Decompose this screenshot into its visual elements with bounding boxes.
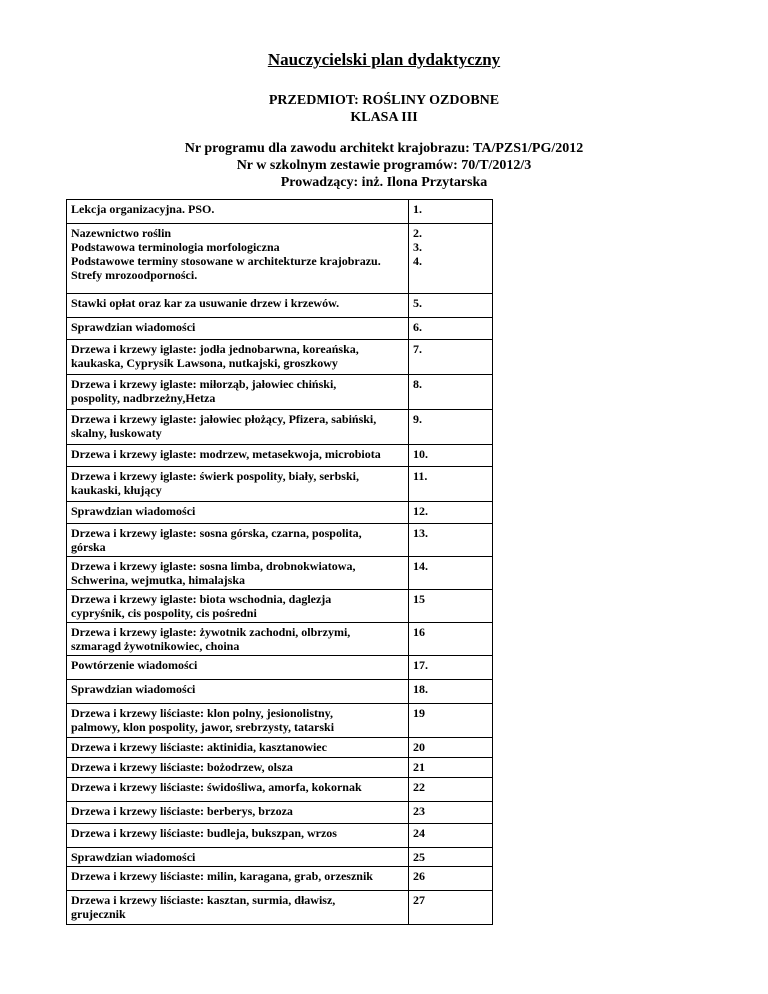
lesson-topic-text: Drzewa i krzewy iglaste: świerk pospolity, biały, serbski, — [71, 469, 359, 483]
lesson-topic-cell — [67, 557, 409, 590]
lesson-topic-cell — [67, 200, 409, 224]
lesson-number-cell — [408, 200, 492, 224]
lesson-topic-cell — [67, 778, 409, 802]
lesson-topic-text: Sprawdzian wiadomości — [71, 504, 196, 518]
lesson-topic-text: Powtórzenie wiadomości — [71, 658, 198, 672]
lesson-number-text: 27 — [412, 893, 425, 907]
lesson-plan-table — [66, 199, 493, 925]
page-title: Nauczycielski plan dydaktyczny — [267, 50, 501, 69]
lesson-topic-cell — [67, 375, 409, 410]
lesson-number-cell — [408, 375, 492, 410]
lesson-number-text: 6. — [412, 320, 422, 334]
lesson-number-text: 26 — [412, 869, 425, 883]
lesson-topic-cell — [67, 294, 409, 318]
table-row — [67, 502, 493, 524]
table-row — [67, 557, 493, 590]
lesson-topic-cell — [67, 738, 409, 758]
lesson-number-text: 4. — [412, 254, 422, 268]
lesson-topic-text: Sprawdzian wiadomości — [71, 320, 196, 334]
table-row — [67, 656, 493, 680]
lesson-number-cell — [408, 502, 492, 524]
table-row — [67, 738, 493, 758]
lesson-number-text: 1. — [412, 202, 422, 216]
lesson-number-cell — [408, 318, 492, 340]
lesson-number-text: 3. — [412, 240, 422, 254]
lesson-topic-cell — [67, 680, 409, 704]
table-row — [67, 375, 493, 410]
lesson-topic-text: Stawki opłat oraz kar za usuwanie drzew i krzewów. — [71, 296, 340, 310]
lesson-number-text: 17. — [412, 658, 428, 672]
lesson-number-cell — [408, 758, 492, 778]
lesson-number-text: 21 — [412, 760, 425, 774]
lesson-topic-text: kaukaski, kłujący — [71, 483, 162, 497]
lesson-number-cell — [408, 891, 492, 925]
lesson-topic-cell — [67, 656, 409, 680]
lesson-number-cell — [408, 467, 492, 502]
lesson-topic-text: Drzewa i krzewy iglaste: modrzew, metasekwoja, microbiota — [71, 447, 381, 461]
lesson-topic-cell — [67, 445, 409, 467]
lesson-number-cell — [408, 590, 492, 623]
lesson-number-text: 13. — [412, 526, 428, 540]
lesson-topic-text: Drzewa i krzewy iglaste: biota wschodnia, daglezja — [71, 592, 332, 606]
table-row — [67, 704, 493, 738]
program-number-line: Nr programu dla zawodu architekt krajobrazu: TA/PZS1/PG/2012 — [184, 141, 584, 156]
teacher-line: Prowadzący: inż. Ilona Przytarska — [280, 175, 488, 190]
lesson-number-cell — [408, 294, 492, 318]
lesson-topic-cell — [67, 623, 409, 656]
lesson-number-text: 9. — [412, 412, 422, 426]
lesson-number-text: 11. — [412, 469, 428, 483]
lesson-topic-text: skalny, łuskowaty — [71, 426, 162, 440]
table-row — [67, 200, 493, 224]
table-row — [67, 524, 493, 557]
school-set-number-line: Nr w szkolnym zestawie programów: 70/T/2012/3 — [236, 158, 532, 173]
subject-line: PRZEDMIOT: ROŚLINY OZDOBNE — [268, 93, 500, 108]
lesson-topic-cell — [67, 802, 409, 824]
table-row — [67, 590, 493, 623]
lesson-topic-text: palmowy, klon pospolity, jawor, srebrzysty, tatarski — [71, 720, 335, 734]
lesson-number-text: 10. — [412, 447, 428, 461]
lesson-topic-cell — [67, 224, 409, 294]
lesson-number-text: 25 — [412, 850, 425, 864]
lesson-topic-cell — [67, 590, 409, 623]
lesson-number-text: 22 — [412, 780, 425, 794]
lesson-topic-text: Drzewa i krzewy liściaste: budleja, bukszpan, wrzos — [71, 826, 337, 840]
lesson-topic-cell — [67, 467, 409, 502]
lesson-topic-cell — [67, 704, 409, 738]
lesson-number-cell — [408, 704, 492, 738]
lesson-topic-text: Podstawowa terminologia morfologiczna — [71, 240, 280, 254]
class-line: KLASA III — [350, 110, 418, 125]
lesson-number-cell — [408, 445, 492, 467]
lesson-number-cell — [408, 524, 492, 557]
lesson-topic-text: Drzewa i krzewy liściaste: klon polny, jesionolistny, — [71, 706, 333, 720]
table-row — [67, 891, 493, 925]
lesson-topic-text: Podstawowe terminy stosowane w architekturze krajobrazu. — [71, 254, 381, 268]
lesson-number-cell — [408, 778, 492, 802]
lesson-number-cell — [408, 802, 492, 824]
lesson-number-text: 20 — [412, 740, 425, 754]
lesson-topic-cell — [67, 340, 409, 375]
lesson-topic-text: Drzewa i krzewy iglaste: miłorząb, jałowiec chiński, — [71, 377, 337, 391]
table-row — [67, 778, 493, 802]
lesson-number-cell — [408, 867, 492, 891]
lesson-number-cell — [408, 410, 492, 445]
lesson-topic-text: Schwerina, wejmutka, himalajska — [71, 573, 246, 587]
table-row — [67, 824, 493, 848]
lesson-topic-cell — [67, 758, 409, 778]
lesson-number-text: 19 — [412, 706, 425, 720]
lesson-topic-text: grujecznik — [71, 907, 126, 921]
lesson-topic-cell — [67, 524, 409, 557]
lesson-number-cell — [408, 738, 492, 758]
lesson-topic-text: Nazewnictwo roślin — [71, 226, 172, 240]
table-row — [67, 340, 493, 375]
lesson-topic-text: Drzewa i krzewy iglaste: żywotnik zachodni, olbrzymi, — [71, 625, 351, 639]
table-row — [67, 680, 493, 704]
lesson-topic-text: Drzewa i krzewy liściaste: berberys, brzoza — [71, 804, 293, 818]
lesson-number-cell — [408, 623, 492, 656]
table-row — [67, 867, 493, 891]
lesson-number-text: 15 — [412, 592, 425, 606]
lesson-topic-cell — [67, 318, 409, 340]
table-row — [67, 224, 493, 294]
lesson-topic-cell — [67, 891, 409, 925]
table-row — [67, 294, 493, 318]
lesson-topic-text: Drzewa i krzewy liściaste: świdośliwa, amorfa, kokornak — [71, 780, 362, 794]
lesson-number-text: 24 — [412, 826, 425, 840]
lesson-number-cell — [408, 224, 492, 294]
lesson-number-text: 5. — [412, 296, 422, 310]
lesson-topic-text: Drzewa i krzewy liściaste: kasztan, surmia, dławisz, — [71, 893, 336, 907]
lesson-topic-cell — [67, 867, 409, 891]
lesson-number-text: 2. — [412, 226, 422, 240]
lesson-topic-text: Drzewa i krzewy iglaste: sosna górska, czarna, pospolita, — [71, 526, 362, 540]
lesson-topic-cell — [67, 848, 409, 867]
lesson-number-text: 23 — [412, 804, 425, 818]
lesson-topic-text: Drzewa i krzewy liściaste: bożodrzew, olsza — [71, 760, 293, 774]
lesson-topic-text: szmaragd żywotnikowiec, choina — [71, 639, 240, 653]
lesson-topic-text: Sprawdzian wiadomości — [71, 682, 196, 696]
lesson-topic-text: cypryśnik, cis pospolity, cis pośredni — [71, 606, 257, 620]
lesson-number-cell — [408, 340, 492, 375]
lesson-number-cell — [408, 824, 492, 848]
lesson-topic-text: Drzewa i krzewy liściaste: milin, karagana, grab, orzesznik — [71, 869, 373, 883]
lesson-topic-text: Drzewa i krzewy iglaste: jodła jednobarwna, koreańska, — [71, 342, 359, 356]
lesson-topic-text: Lekcja organizacyjna. PSO. — [71, 202, 215, 216]
lesson-number-cell — [408, 557, 492, 590]
table-row — [67, 410, 493, 445]
table-row — [67, 802, 493, 824]
table-row — [67, 467, 493, 502]
lesson-number-text: 7. — [412, 342, 422, 356]
lesson-topic-text: kaukaska, Cyprysik Lawsona, nutkajski, groszkowy — [71, 356, 338, 370]
table-row — [67, 758, 493, 778]
lesson-topic-text: Drzewa i krzewy iglaste: sosna limba, drobnokwiatowa, — [71, 559, 356, 573]
lesson-topic-cell — [67, 502, 409, 524]
lesson-number-text: 14. — [412, 559, 428, 573]
lesson-number-cell — [408, 680, 492, 704]
lesson-topic-text: Sprawdzian wiadomości — [71, 850, 196, 864]
table-row — [67, 848, 493, 867]
lesson-topic-cell — [67, 410, 409, 445]
lesson-number-text: 18. — [412, 682, 428, 696]
lesson-topic-text: pospolity, nadbrzeżny,Hetza — [71, 391, 216, 405]
lesson-number-text: 8. — [412, 377, 422, 391]
table-row — [67, 318, 493, 340]
lesson-number-text: 16 — [412, 625, 425, 639]
lesson-topic-text: Drzewa i krzewy iglaste: jałowiec płożący, Pfizera, sabiński, — [71, 412, 377, 426]
lesson-topic-cell — [67, 824, 409, 848]
lesson-number-cell — [408, 656, 492, 680]
lesson-topic-text: Drzewa i krzewy liściaste: aktinidia, kasztanowiec — [71, 740, 327, 754]
lesson-topic-text: Strefy mrozoodporności. — [71, 268, 198, 282]
lesson-topic-text: górska — [71, 540, 106, 554]
lesson-number-cell — [408, 848, 492, 867]
table-row — [67, 623, 493, 656]
table-row — [67, 445, 493, 467]
lesson-number-text: 12. — [412, 504, 428, 518]
